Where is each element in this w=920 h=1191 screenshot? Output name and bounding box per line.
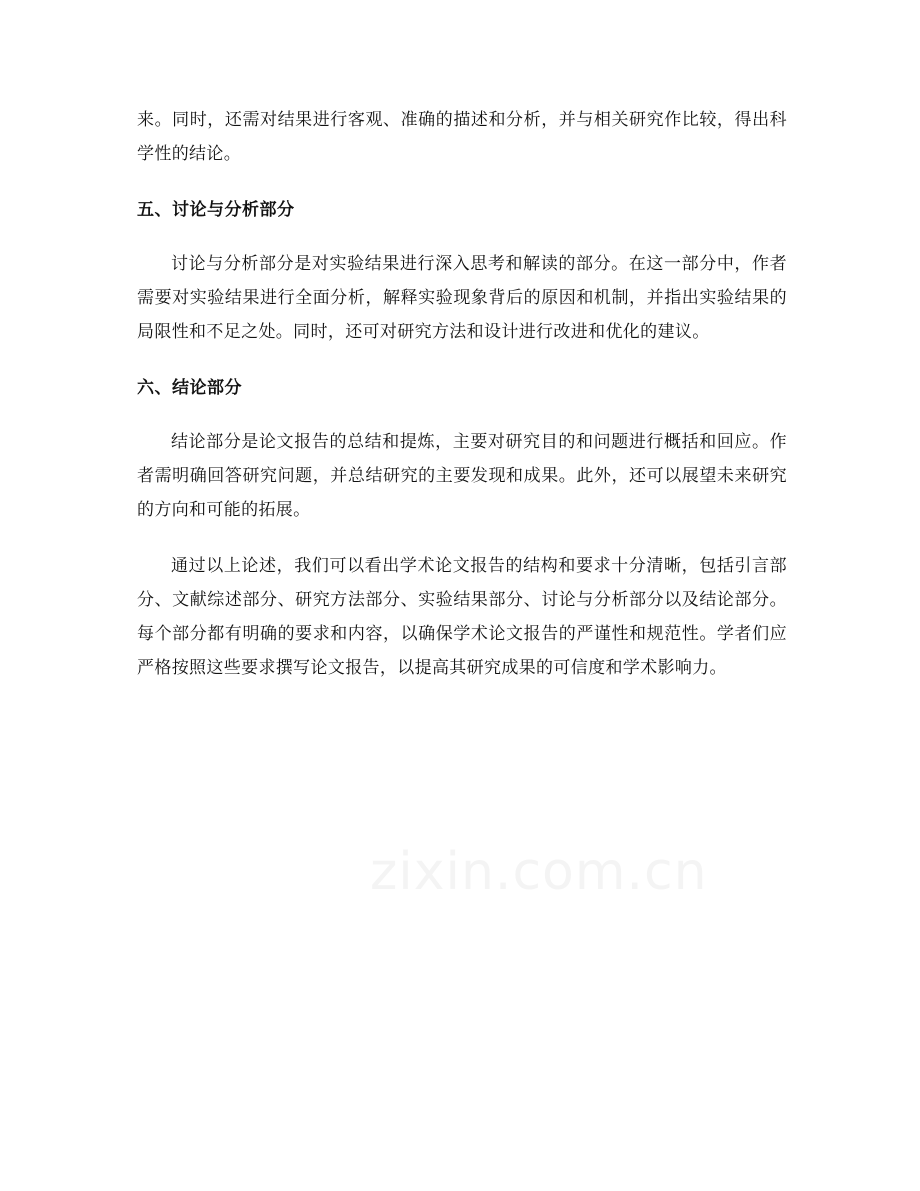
continuation-paragraph: 来。同时，还需对结果进行客观、准确的描述和分析，并与相关研究作比较，得出科学性的结论。 [137,110,787,164]
section-heading-discussion: 五、讨论与分析部分 [137,200,295,220]
discussion-paragraph: 讨论与分析部分是对实验结果进行深入思考和解读的部分。在这一部分中，作者需要对实验结果进行全面分析，解释实验现象背后的原因和机制，并指出实验结果的局限性和不足之处。同时，还可对研究方法和设计进行改进和优化的建议。 [137,254,787,342]
watermark: zixin.com.cn [370,842,708,902]
closing-paragraph: 通过以上论述，我们可以看出学术论文报告的结构和要求十分清晰，包括引言部分、文献综述部分、研究方法部分、实验结果部分、讨论与分析部分以及结论部分。每个部分都有明确的要求和内容，以确保学术论文报告的严谨性和规范性。学者们应严格按照这些要求撰写论文报告，以提高其研究成果的可信度和学术影响力。 [137,556,787,678]
section-heading-conclusion: 六、结论部分 [137,378,242,398]
document-body [137,103,787,685]
conclusion-paragraph: 结论部分是论文报告的总结和提炼，主要对研究目的和问题进行概括和回应。作者需明确回答研究问题，并总结研究的主要发现和成果。此外，还可以展望未来研究的方向和可能的拓展。 [137,432,787,520]
